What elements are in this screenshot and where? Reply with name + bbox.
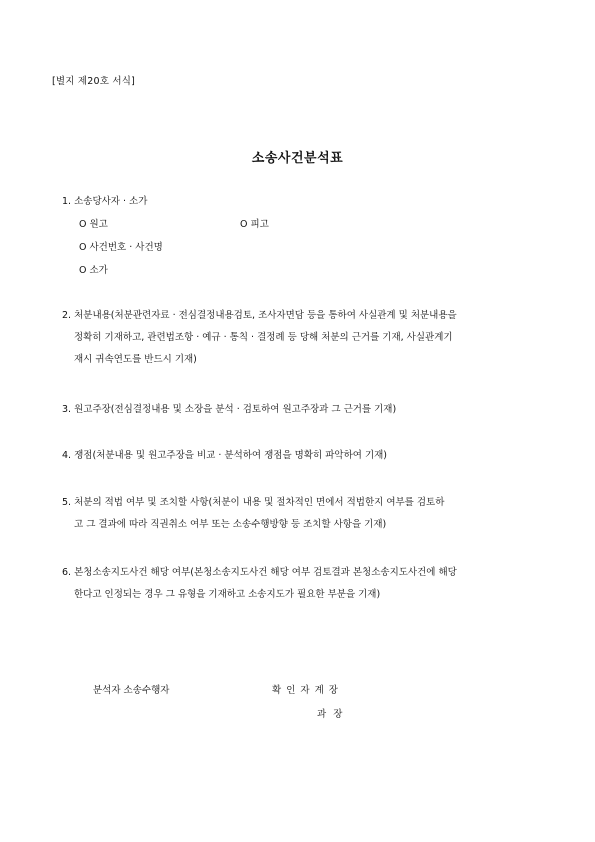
bullet-defendant: O 피고 [240,219,269,230]
section-1-heading: 1. 소송당사자 · 소가 [62,196,148,207]
bullet-plaintiff: O 원고 [79,219,108,230]
section-3-plaintiff-claim [62,399,532,421]
section-6-litigation-guidance [62,562,532,606]
section-5-line-1: 5. 처분의 적법 여부 및 조치할 사항(처분이 내용 및 절차적인 면에서 적법한지 여부를 검토하 [62,497,445,508]
section-2-disposition [62,305,532,371]
section-6-line-1: 6. 본청소송지도사건 해당 여부(본청소송지도사건 해당 여부 검토결과 본청소송지도사건에 해당 [62,567,457,578]
section-5-line-2: 고 그 결과에 따라 직권취소 여부 또는 소송수행방향 등 조치할 사항을 기재) [74,519,387,530]
signature-analyst: 분석자 소송수행자 [93,685,170,696]
section-5-legality [62,492,532,536]
section-2-line-1: 2. 처분내용(처분관련자료 · 전심결정내용검토, 조사자면담 등을 통하여 사실관계 및 처분내용을 [62,310,457,321]
document-title: 소송사건분석표 [251,151,344,166]
section-6-line-2: 한다고 인정되는 경우 그 유형을 기재하고 소송지도가 필요한 부분을 기재) [74,589,381,600]
signature-confirmer: 확 인 자 계 장 [272,685,339,696]
bullet-claim-value: O 소가 [79,265,108,276]
bullet-case-number: O 사건번호 · 사건명 [79,242,163,253]
section-2-line-3: 재시 귀속연도를 반드시 기재) [74,354,197,365]
section-4-issue [62,445,532,467]
form-number-label: [별지 제20호 서식] [52,76,136,87]
section-4-line-1: 4. 쟁점(처분내용 및 원고주장을 비교 · 분석하여 쟁점을 명확히 파악하여 기재) [62,450,388,461]
section-3-line-1: 3. 원고주장(전심결정내용 및 소장을 분석 · 검토하여 원고주장과 그 근거를 기재) [62,404,397,415]
section-2-line-2: 정확히 기재하고, 관련법조항 · 예규 · 통칙 · 결정례 등 당해 처분의 근거를 기재, 사실관계기 [74,332,453,343]
signature-section-chief: 과 장 [317,709,345,720]
